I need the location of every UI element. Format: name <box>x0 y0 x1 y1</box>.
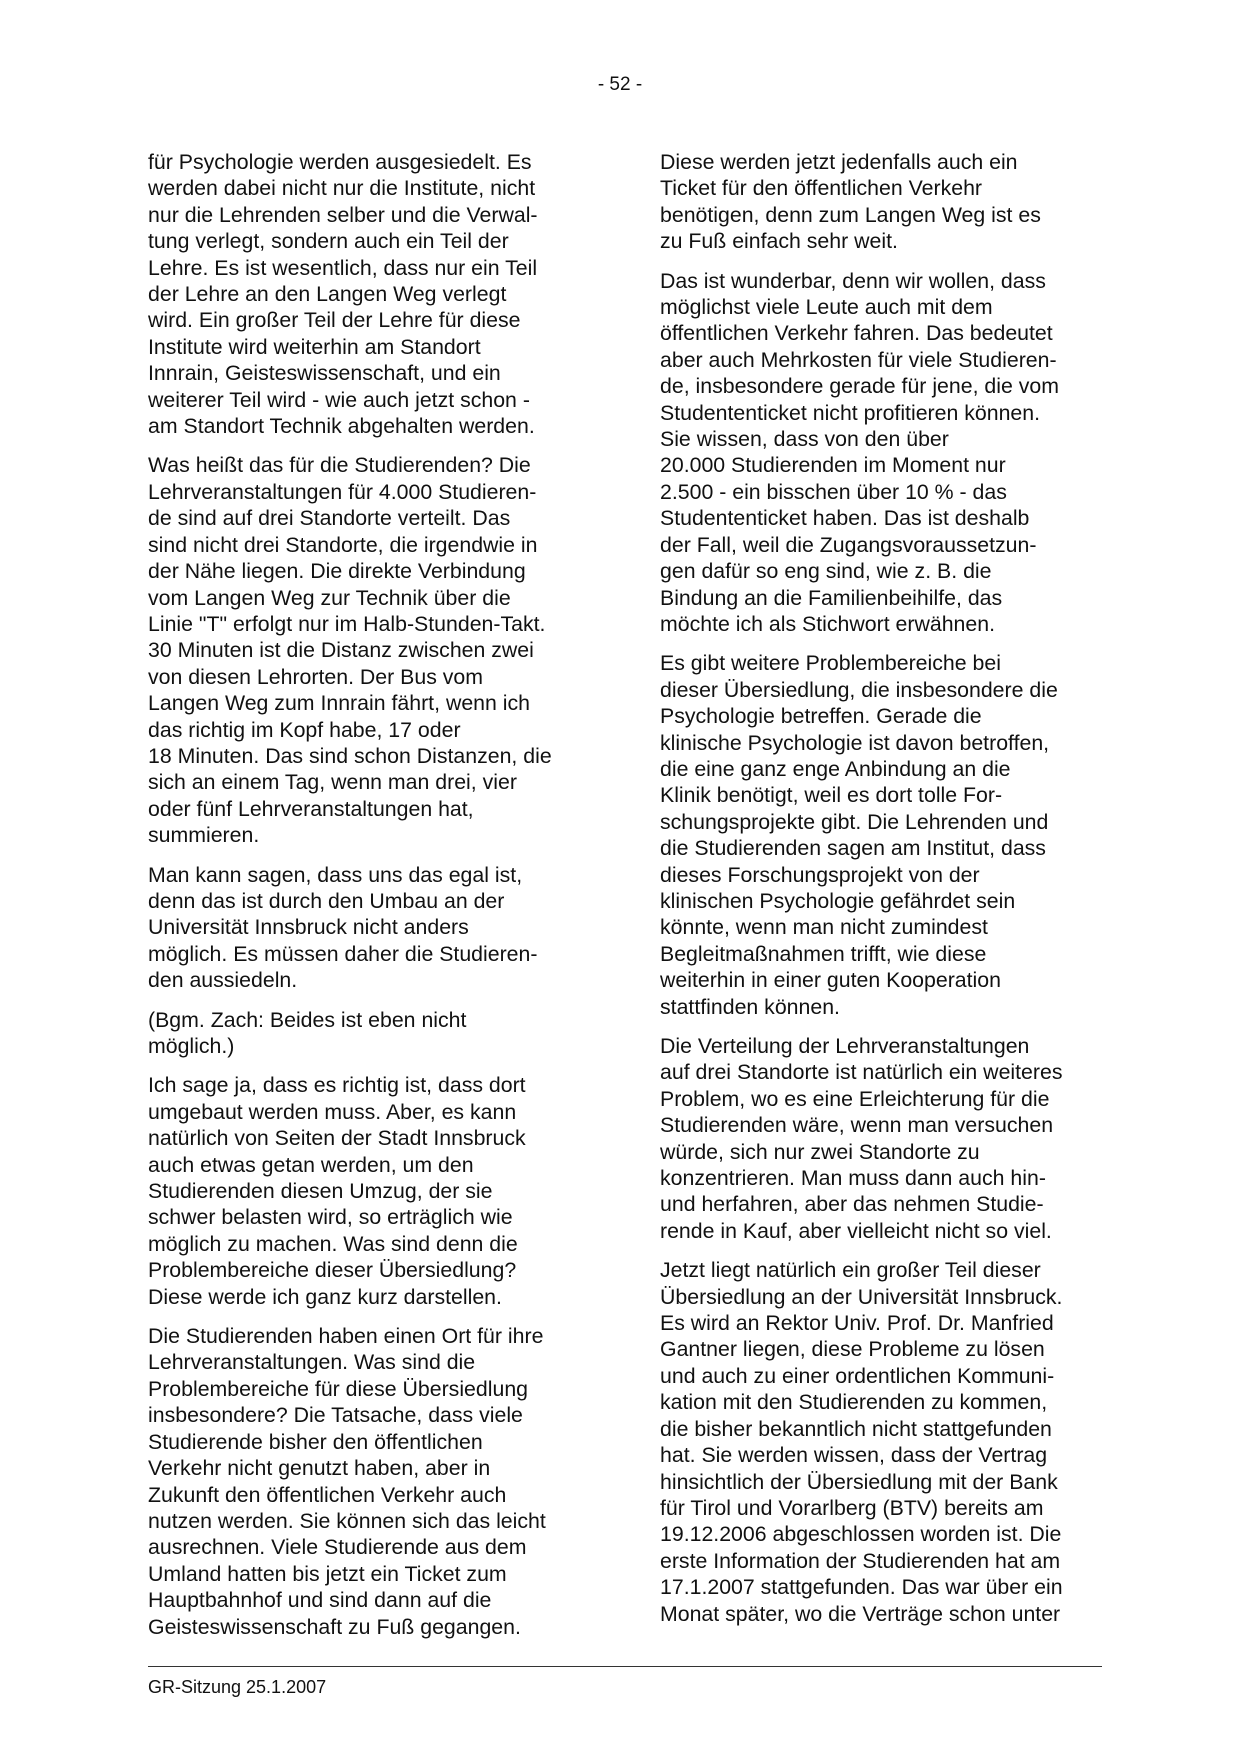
text-line: Diese werden jetzt jedenfalls auch ein <box>660 150 1018 174</box>
text-line: Jetzt liegt natürlich ein großer Teil dieser <box>660 1258 1041 1283</box>
text-line: Die Verteilung der Lehrveranstaltungen <box>660 1034 1030 1058</box>
text-line: von diesen Lehrorten. Der Bus vom <box>148 664 484 689</box>
text-line: Lehrveranstaltungen. Was sind die <box>148 1350 476 1375</box>
text-line: schwer belasten wird, so erträglich wie <box>148 1205 513 1230</box>
text-line: Ich sage ja, dass es richtig ist, dass dort <box>148 1073 526 1098</box>
text-line: Verkehr nicht genutzt haben, aber in <box>148 1456 491 1481</box>
text-line: summieren. <box>148 823 260 848</box>
text-line: werden dabei nicht nur die Institute, nicht <box>148 176 536 201</box>
text-line: Begleitmaßnahmen trifft, wie diese <box>660 941 987 966</box>
text-line: der Nähe liegen. Die direkte Verbindung <box>148 559 526 584</box>
text-line: Umland hatten bis jetzt ein Ticket zum <box>148 1561 507 1586</box>
text-line: Geisteswissenschaft zu Fuß gegangen. <box>148 1614 521 1639</box>
text-line: hat. Sie werden wissen, dass der Vertrag <box>660 1443 1048 1468</box>
paragraph <box>660 268 1110 638</box>
text-line: die bisher bekanntlich nicht stattgefunden <box>660 1416 1052 1441</box>
text-line: gen dafür so eng sind, wie z. B. die <box>660 559 992 584</box>
left-column <box>148 149 598 1653</box>
text-line: zu Fuß einfach sehr weit. <box>660 229 898 254</box>
text-line: Gantner liegen, diese Probleme zu lösen <box>660 1337 1045 1362</box>
text-line: Klinik benötigt, weil es dort tolle For- <box>660 783 1003 808</box>
paragraph <box>660 1257 1110 1627</box>
text-line: Studierenden diesen Umzug, der sie <box>148 1179 493 1204</box>
text-line: 18 Minuten. Das sind schon Distanzen, die <box>148 743 552 768</box>
text-line: auf drei Standorte ist natürlich ein weiteres <box>660 1060 1063 1085</box>
text-line: dieser Übersiedlung, die insbesondere die <box>660 677 1058 702</box>
text-line: Die Studierenden haben einen Ort für ihre <box>148 1324 544 1349</box>
text-line: Problembereiche dieser Übersiedlung? <box>148 1258 517 1283</box>
right-column <box>660 149 1110 1640</box>
text-line: könnte, wenn man nicht zumindest <box>660 915 988 940</box>
paragraph <box>148 1323 598 1640</box>
text-line: Monat später, wo die Verträge schon unter <box>660 1601 1061 1626</box>
text-line: erste Information der Studierenden hat am <box>660 1548 1061 1573</box>
text-line: 20.000 Studierenden im Moment nur <box>660 453 1006 478</box>
text-line: Zukunft den öffentlichen Verkehr auch <box>148 1482 507 1507</box>
text-line: stattfinden können. <box>660 994 840 1019</box>
text-line: den aussiedeln. <box>148 968 298 993</box>
text-line: (Bgm. Zach: Beides ist eben nicht <box>148 1007 467 1032</box>
text-line: 17.1.2007 stattgefunden. Das war über ein <box>660 1575 1063 1600</box>
text-line: möglichst viele Leute auch mit dem <box>660 295 993 320</box>
text-line: Problem, wo es eine Erleichterung für die <box>660 1086 1050 1111</box>
footer-session-date: GR-Sitzung 25.1.2007 <box>148 1677 327 1697</box>
text-line: weiterer Teil wird - wie auch jetzt schon - <box>148 387 530 412</box>
text-line: Lehre. Es ist wesentlich, dass nur ein Teil <box>148 255 538 280</box>
text-line: schungsprojekte gibt. Die Lehrenden und <box>660 809 1049 834</box>
text-line: wird. Ein großer Teil der Lehre für diese <box>148 308 521 333</box>
text-line: öffentlichen Verkehr fahren. Das bedeutet <box>660 321 1053 346</box>
text-line: de, insbesondere gerade für jene, die vom <box>660 374 1059 399</box>
text-line: der Lehre an den Langen Weg verlegt <box>148 282 507 307</box>
text-line: Studententicket nicht profitieren können. <box>660 400 1041 425</box>
text-line: Institute wird weiterhin am Standort <box>148 334 481 359</box>
paragraph <box>660 149 1110 255</box>
text-line: aber auch Mehrkosten für viele Studieren- <box>660 347 1057 372</box>
text-line: Langen Weg zum Innrain fährt, wenn ich <box>148 691 530 716</box>
paragraph <box>660 1033 1110 1244</box>
text-line: tung verlegt, sondern auch ein Teil der <box>148 229 509 254</box>
text-line: möglich zu machen. Was sind denn die <box>148 1231 518 1256</box>
text-line: rende in Kauf, aber vielleicht nicht so viel. <box>660 1218 1052 1243</box>
text-line: Problembereiche für diese Übersiedlung <box>148 1376 529 1401</box>
text-line: Psychologie betreffen. Gerade die <box>660 704 982 729</box>
text-line: umgebaut werden muss. Aber, es kann <box>148 1099 517 1124</box>
text-line: der Fall, weil die Zugangsvoraussetzun- <box>660 532 1037 557</box>
text-line: möglich. Es müssen daher die Studieren- <box>148 941 538 966</box>
paragraph <box>660 650 1110 1020</box>
text-line: 2.500 - ein bisschen über 10 % - das <box>660 479 1007 504</box>
paragraph <box>148 862 598 994</box>
text-line: sich an einem Tag, wenn man drei, vier <box>148 770 517 795</box>
text-line: und auch zu einer ordentlichen Kommuni- <box>660 1363 1055 1388</box>
text-line: nutzen werden. Sie können sich das leicht <box>148 1508 546 1533</box>
text-line: konzentrieren. Man muss dann auch hin- <box>660 1166 1046 1191</box>
text-line: Universität Innsbruck nicht anders <box>148 915 469 940</box>
text-line: Das ist wunderbar, denn wir wollen, dass <box>660 268 1046 293</box>
text-line: vom Langen Weg zur Technik über die <box>148 585 511 610</box>
text-line: klinische Psychologie ist davon betroffen, <box>660 730 1050 755</box>
text-line: möglich.) <box>148 1034 235 1058</box>
text-line: Man kann sagen, dass uns das egal ist, <box>148 862 523 887</box>
text-line: Übersiedlung an der Universität Innsbruck. <box>660 1284 1063 1309</box>
text-line: Sie wissen, dass von den über <box>660 427 949 452</box>
text-line: auch etwas getan werden, um den <box>148 1152 474 1177</box>
text-line: insbesondere? Die Tatsache, dass viele <box>148 1403 523 1428</box>
text-line: Hauptbahnhof und sind dann auf die <box>148 1588 492 1613</box>
text-line: hinsichtlich der Übersiedlung mit der Bank <box>660 1469 1058 1494</box>
text-line: Es gibt weitere Problembereiche bei <box>660 651 1001 676</box>
paragraph <box>148 1007 598 1060</box>
text-line: oder fünf Lehrveranstaltungen hat, <box>148 796 474 821</box>
text-line: das richtig im Kopf habe, 17 oder <box>148 717 461 742</box>
paragraph <box>148 452 598 848</box>
text-line: für Tirol und Vorarlberg (BTV) bereits am <box>660 1495 1044 1520</box>
text-line: Studierenden wäre, wenn man versuchen <box>660 1113 1054 1138</box>
text-line: Linie "T" erfolgt nur im Halb-Stunden-Takt. <box>148 611 546 636</box>
footer-divider <box>148 1666 1102 1667</box>
text-line: 30 Minuten ist die Distanz zwischen zwei <box>148 638 534 663</box>
text-line: denn das ist durch den Umbau an der <box>148 888 505 913</box>
text-line: kation mit den Studierenden zu kommen, <box>660 1390 1048 1415</box>
text-line: Es wird an Rektor Univ. Prof. Dr. Manfried <box>660 1311 1054 1336</box>
text-line: die Studierenden sagen am Institut, dass <box>660 836 1046 861</box>
text-line: Studententicket haben. Das ist deshalb <box>660 506 1030 531</box>
text-line: Bindung an die Familienbeihilfe, das <box>660 585 1003 610</box>
text-line: möchte ich als Stichwort erwähnen. <box>660 611 995 636</box>
text-line: sind nicht drei Standorte, die irgendwie in <box>148 532 538 557</box>
text-line: weiterhin in einer guten Kooperation <box>660 968 1001 993</box>
text-line: Ticket für den öffentlichen Verkehr <box>660 176 983 201</box>
text-line: würde, sich nur zwei Standorte zu <box>660 1139 980 1164</box>
text-line: de sind auf drei Standorte verteilt. Das <box>148 506 511 531</box>
text-line: Innrain, Geisteswissenschaft, und ein <box>148 361 501 386</box>
text-line: dieses Forschungsprojekt von der <box>660 862 980 887</box>
text-line: am Standort Technik abgehalten werden. <box>148 414 535 439</box>
text-line: klinischen Psychologie gefährdet sein <box>660 888 1016 913</box>
text-line: 19.12.2006 abgeschlossen worden ist. Die <box>660 1522 1062 1547</box>
text-line: benötigen, denn zum Langen Weg ist es <box>660 202 1041 227</box>
page-number: - 52 - <box>597 74 643 95</box>
text-line: die eine ganz enge Anbindung an die <box>660 756 1011 781</box>
text-line: Diese werde ich ganz kurz darstellen. <box>148 1284 502 1309</box>
text-line: natürlich von Seiten der Stadt Innsbruck <box>148 1126 526 1151</box>
text-line: für Psychologie werden ausgesiedelt. Es <box>148 150 532 174</box>
paragraph <box>148 149 598 439</box>
paragraph <box>148 1072 598 1310</box>
text-line: Was heißt das für die Studierenden? Die <box>148 453 531 478</box>
text-line: ausrechnen. Viele Studierende aus dem <box>148 1535 527 1560</box>
text-line: und herfahren, aber das nehmen Studie- <box>660 1192 1044 1217</box>
text-line: nur die Lehrenden selber und die Verwal- <box>148 202 538 227</box>
text-line: Studierende bisher den öffentlichen <box>148 1429 483 1454</box>
text-line: Lehrveranstaltungen für 4.000 Studieren- <box>148 479 537 504</box>
